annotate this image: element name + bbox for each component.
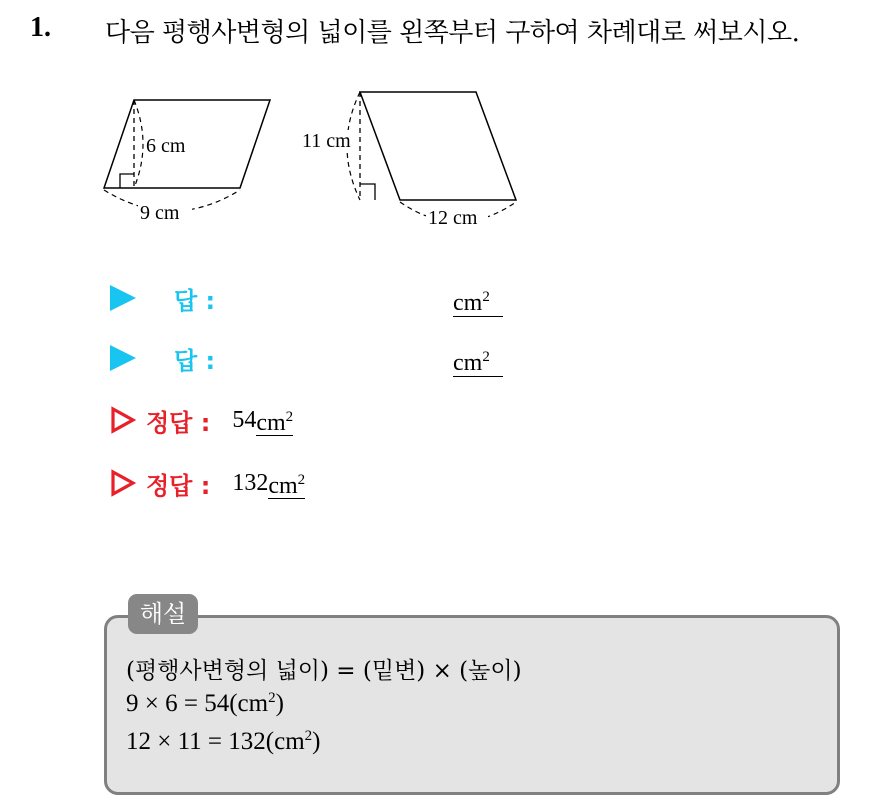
- unit-exponent: 2: [482, 289, 490, 305]
- answer-blank-2[interactable]: [453, 345, 503, 377]
- correct-row-1: [110, 403, 293, 437]
- correct-label: 정답 :: [146, 408, 211, 437]
- question-number: 1.: [30, 12, 51, 43]
- correct-row-2: [110, 466, 305, 500]
- correct-unit: [256, 405, 293, 436]
- play-icon: [110, 285, 136, 311]
- correct-label: 정답 :: [146, 471, 211, 500]
- unit-exponent: 2: [482, 349, 490, 365]
- answer-label: 답 :: [174, 346, 216, 375]
- solution-step-1: [126, 690, 284, 718]
- answer-row-2: [110, 341, 215, 375]
- unit-exponent: 2: [285, 408, 294, 425]
- answer-label: 답 :: [174, 286, 216, 315]
- unit-exponent: 2: [304, 728, 313, 744]
- unit-text: cm: [268, 472, 298, 499]
- close-paren: ): [275, 690, 284, 717]
- unit-exponent: 2: [297, 471, 306, 488]
- left-base-label: 9 cm: [140, 202, 180, 224]
- unit-exponent: 2: [268, 690, 276, 706]
- correct-value: 132: [232, 469, 269, 496]
- play-outline-icon: [110, 406, 136, 434]
- unit-text: cm: [274, 728, 305, 755]
- close-paren: ): [312, 728, 321, 755]
- solution-tab: 해설: [128, 594, 198, 634]
- unit-text: cm: [256, 409, 286, 436]
- left-parallelogram: [104, 100, 270, 224]
- left-height-label: 6 cm: [146, 135, 186, 157]
- right-parallelogram: [302, 92, 516, 229]
- expression: 9 × 6 = 54(: [126, 690, 238, 717]
- correct-unit: [268, 468, 305, 499]
- unit-text: cm: [453, 290, 483, 316]
- solution-step-2: [126, 728, 320, 756]
- right-base-label: 12 cm: [428, 207, 478, 229]
- play-outline-icon: [110, 469, 136, 497]
- unit-text: cm: [453, 350, 483, 376]
- question-text: 다음 평행사변형의 넓이를 왼쪽부터 구하여 차례대로 써보시오.: [105, 18, 800, 48]
- play-icon: [110, 345, 136, 371]
- solution-formula: (평행사변형의 넓이) = (밑변) × (높이): [126, 658, 522, 684]
- right-height-label: 11 cm: [302, 130, 351, 152]
- correct-value: 54: [232, 406, 257, 433]
- parallelogram-figures: [90, 80, 550, 240]
- answer-row-1: [110, 281, 215, 315]
- unit-text: cm: [237, 690, 269, 717]
- expression: 12 × 11 = 132(: [126, 728, 275, 755]
- answer-blank-1[interactable]: [453, 285, 503, 317]
